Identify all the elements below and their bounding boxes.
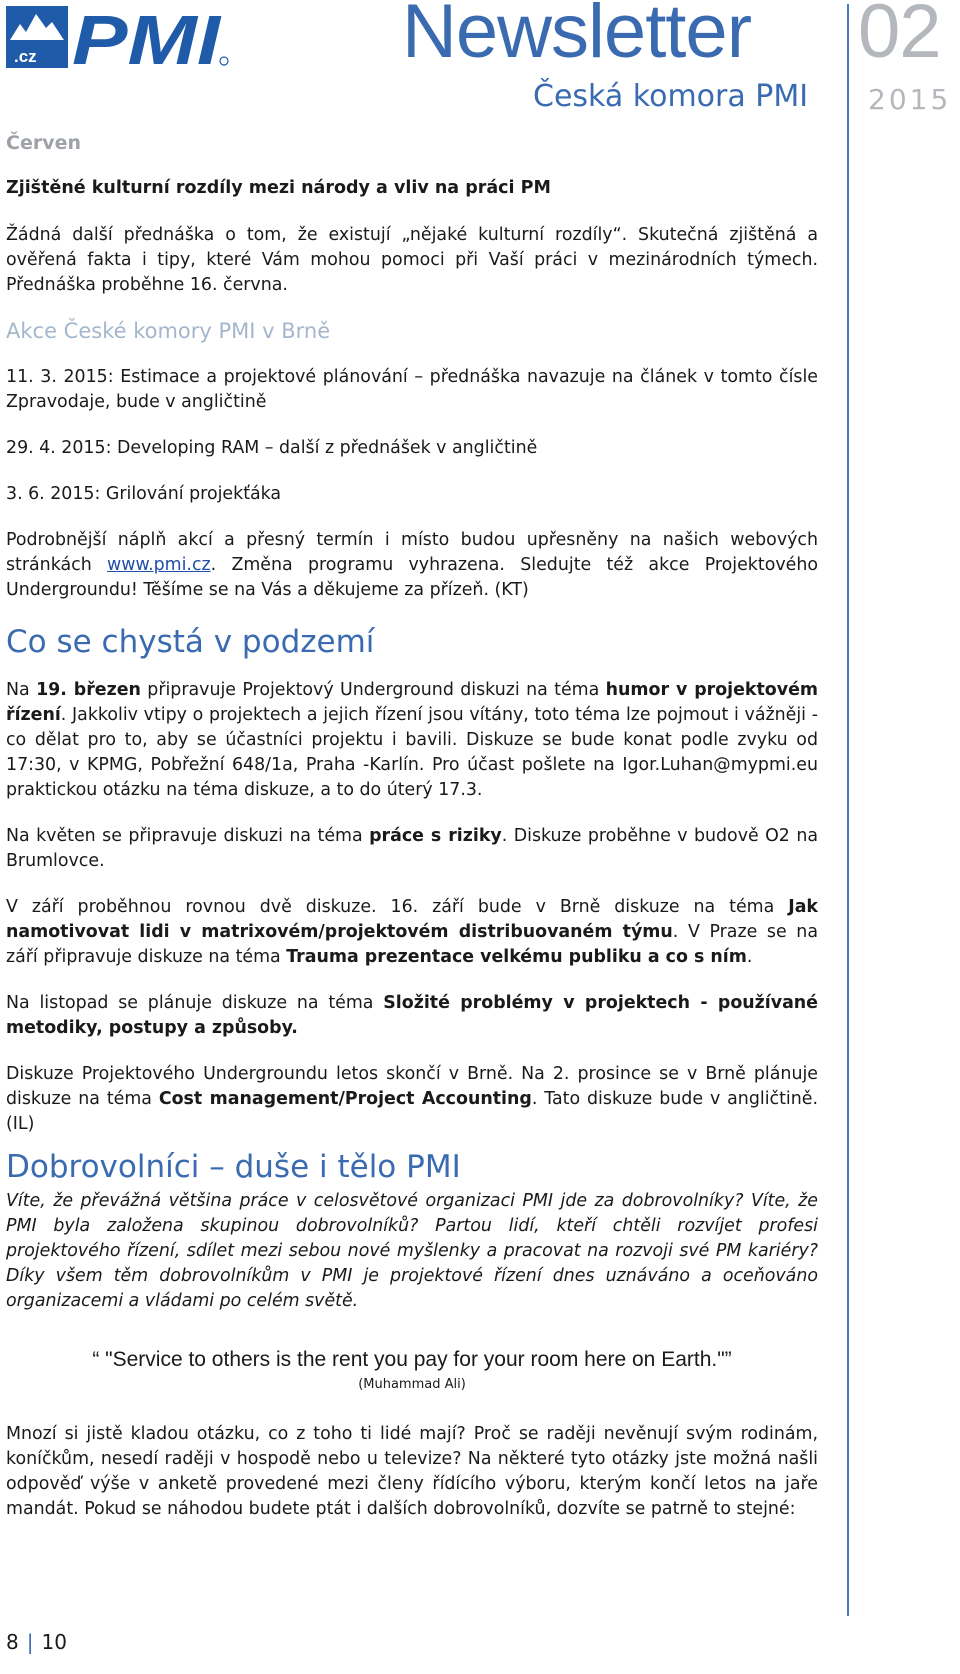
lecture-title: Zjištěné kulturní rozdíly mezi národy a vliv na práci PM — [6, 178, 551, 198]
underground-paragraph: Na listopad se plánuje diskuze na téma Složité problémy v projektech - používané metodiky, postupy a způsoby. — [6, 993, 818, 1038]
volunteers-intro: Víte, že převážná většina práce v celosvětové organizaci PMI jde za dobrovolníky? Víte, že PMI byla založena skupinou dobrovolníků? Partou lidí, kteří chtěli rozvíjet profesi projektového řízení, sdílet mezi sebou nové myšlenky a pracovat na rozvoji své PM kariéry? Díky všem těm dobrovolníkům v PMI je projektové řízení dnes uznáváno a oceňováno organizacemi a vládami po celém světě. — [6, 1191, 818, 1311]
brno-event: 29. 4. 2015: Developing RAM – další z přednášek v angličtině — [6, 438, 538, 458]
underground-paragraph: Diskuze Projektového Undergroundu letos skončí v Brně. Na 2. prosince se v Brně plánuje diskuze na téma Cost management/Project Accounting. Tato diskuze bude v angličtině. (IL) — [6, 1064, 818, 1134]
page-total: 10 — [41, 1630, 67, 1654]
brno-event: 11. 3. 2015: Estimace a projektové plánování – přednáška navazuje na článek v tomto čísle Zpravodaje, bude v angličtině — [6, 367, 818, 412]
logo-wordmark: PMI — [72, 6, 222, 68]
quote-author: (Muhammad Ali) — [358, 1377, 466, 1392]
pmi-website-link[interactable]: www.pmi.cz — [107, 555, 211, 575]
brno-event: 3. 6. 2015: Grilování projekťáka — [6, 484, 282, 504]
volunteers-body: Mnozí si jistě kladou otázku, co z toho ti lidé mají? Proč se raději nevěnují svým rodinám, koníčkům, nesedí raději v hospodě nebo u televize? Na některé tyto otázky jste možná našli odpověď výše v anketě provedené mezi členy řídícího výboru, kterým končí letos na jaře mandát. Pokud se náhodou budete ptát i dalších dobrovolníků, dozvíte se patrně to stejné: — [6, 1424, 818, 1519]
month-heading: Červen — [6, 132, 81, 154]
issue-number: 02 — [858, 0, 941, 74]
footer-separator: | — [26, 1630, 34, 1654]
lecture-body: Žádná další přednáška o tom, že existují „nějaké kulturní rozdíly“. Skutečná zjištěná a ověřená fakta i tipy, které Vám mohou pomoci při Vaší práci v mezinárodních týmech. Přednáška proběhne 16. června. — [6, 225, 818, 295]
underground-paragraph: V září proběhnou rovnou dvě diskuze. 16. září bude v Brně diskuze na téma Jak namotivovat lidi v matrixovém/projektovém distribuovaném týmu. V Praze se na září připravuje diskuze na téma Trauma prezentace velkému publiku a co s ním. — [6, 897, 818, 967]
brno-heading: Akce České komory PMI v Brně — [6, 319, 331, 343]
logo-country-text: .cz — [14, 47, 37, 66]
brno-note: Podrobnější náplň akcí a přesný termín i místo budou upřesněny na našich webových stránkách www.pmi.cz. Změna programu vyhrazena. Sledujte též akce Projektového Undergroundu! Těšíme se na Vás a děkujeme za přízeň. (KT) — [6, 530, 818, 600]
volunteers-heading: Dobrovolníci – duše i tělo PMI — [6, 1149, 461, 1185]
pmi-logo — [6, 6, 232, 68]
quote: “ "Service to others is the rent you pay for your room here on Earth."” — [92, 1348, 732, 1371]
page-number: 8 — [6, 1630, 19, 1654]
underground-paragraph: Na 19. březen připravuje Projektový Underground diskuzi na téma humor v projektovém řízení. Jakkoliv vtipy o projektech a jejich řízení jsou vítány, toto téma lze pojmout i vážněji - co dělat pro to, aby se účastníci projektu i bavili. Diskuze se bude konat podle zvyku od 17:30, v KPMG, Pobřežní 648/1a, Praha -Karlín. Pro účast pošlete na Igor.Luhan@mypmi.eu praktickou otázku na téma diskuze, a to do úterý 17.3. — [6, 680, 819, 800]
newsletter-subtitle: Česká komora PMI — [533, 79, 809, 114]
underground-heading: Co se chystá v podzemí — [6, 624, 375, 660]
vertical-divider — [847, 4, 849, 1616]
issue-year: 2015 — [868, 83, 952, 116]
article-content — [6, 176, 818, 1522]
underground-paragraph: Na květen se připravuje diskuzi na téma práce s riziky. Diskuze proběhne v budově O2 na Brumlovce. — [6, 826, 818, 871]
page-footer — [6, 1632, 67, 1652]
newsletter-title: Newsletter — [402, 0, 751, 74]
